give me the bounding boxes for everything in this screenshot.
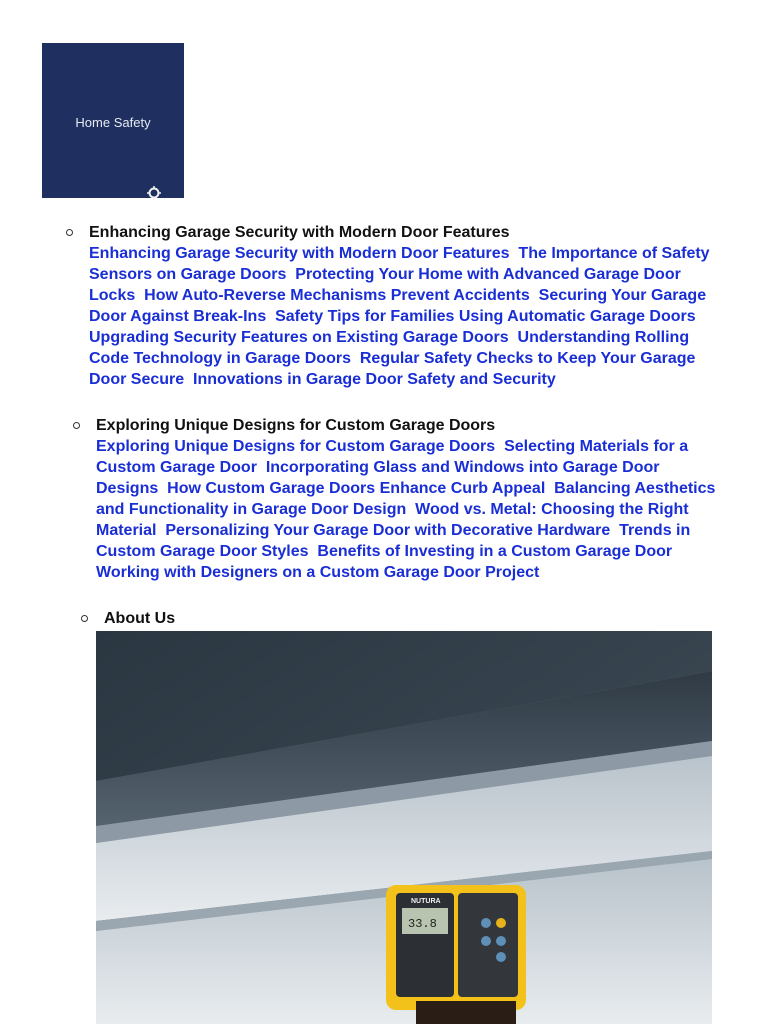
- link-item[interactable]: Personalizing Your Garage Door with Decorative Hardware: [165, 522, 611, 539]
- link-item[interactable]: Benefits of Investing in a Custom Garage Door: [317, 543, 673, 560]
- link-item[interactable]: Securing Your Garage Door Against Break-Ins: [89, 287, 707, 325]
- link-item[interactable]: Exploring Unique Designs for Custom Garage Doors: [96, 438, 496, 455]
- bullet-icon: [81, 615, 88, 622]
- link-item[interactable]: Wood vs. Metal: Choosing the Right Material: [96, 501, 689, 539]
- section-links: [96, 436, 721, 583]
- section-heading[interactable]: Enhancing Garage Security with Modern Door Features: [89, 224, 510, 241]
- photo-illustration: [96, 631, 712, 1024]
- link-item[interactable]: How Auto-Reverse Mechanisms Prevent Accidents: [144, 287, 530, 304]
- nav-section-about: [104, 608, 704, 629]
- nav-section-security: [89, 222, 724, 390]
- link-item[interactable]: The Importance of Safety Sensors on Garage Doors: [89, 245, 710, 283]
- link-item[interactable]: Trends in Custom Garage Door Styles: [96, 522, 691, 560]
- link-item[interactable]: How Custom Garage Doors Enhance Curb Appeal: [167, 480, 546, 497]
- device-brand: NUTURA: [411, 898, 441, 905]
- bullet-icon: [66, 229, 73, 236]
- nav-section-designs: [96, 415, 721, 583]
- link-item[interactable]: Incorporating Glass and Windows into Garage Door Designs: [96, 459, 660, 497]
- link-item[interactable]: Protecting Your Home with Advanced Garage Door Locks: [89, 266, 681, 304]
- crosshair-icon: [147, 186, 161, 200]
- link-item[interactable]: Enhancing Garage Security with Modern Door Features: [89, 245, 510, 262]
- garage-door-photo: [96, 631, 712, 1024]
- tester-device: [386, 885, 526, 1024]
- card-label: Home Safety: [75, 115, 151, 130]
- link-item[interactable]: Balancing Aesthetics and Functionality in Garage Door Design: [96, 480, 716, 518]
- section-links: [89, 243, 724, 390]
- section-heading[interactable]: Exploring Unique Designs for Custom Garage Doors: [96, 417, 496, 434]
- link-item[interactable]: Safety Tips for Families Using Automatic Garage Doors: [275, 308, 696, 325]
- link-item[interactable]: Understanding Rolling Code Technology in Garage Doors: [89, 329, 690, 367]
- home-safety-card[interactable]: [42, 43, 184, 198]
- section-heading[interactable]: About Us: [104, 610, 176, 627]
- device-display: 33.8: [408, 917, 437, 931]
- link-item[interactable]: Working with Designers on a Custom Garage Door Project: [96, 564, 540, 581]
- link-item[interactable]: Upgrading Security Features on Existing Garage Doors: [89, 329, 509, 346]
- link-item[interactable]: Innovations in Garage Door Safety and Security: [193, 371, 556, 388]
- bullet-icon: [73, 422, 80, 429]
- link-item[interactable]: Selecting Materials for a Custom Garage Door: [96, 438, 689, 476]
- link-item[interactable]: Regular Safety Checks to Keep Your Garage Door Secure: [89, 350, 696, 388]
